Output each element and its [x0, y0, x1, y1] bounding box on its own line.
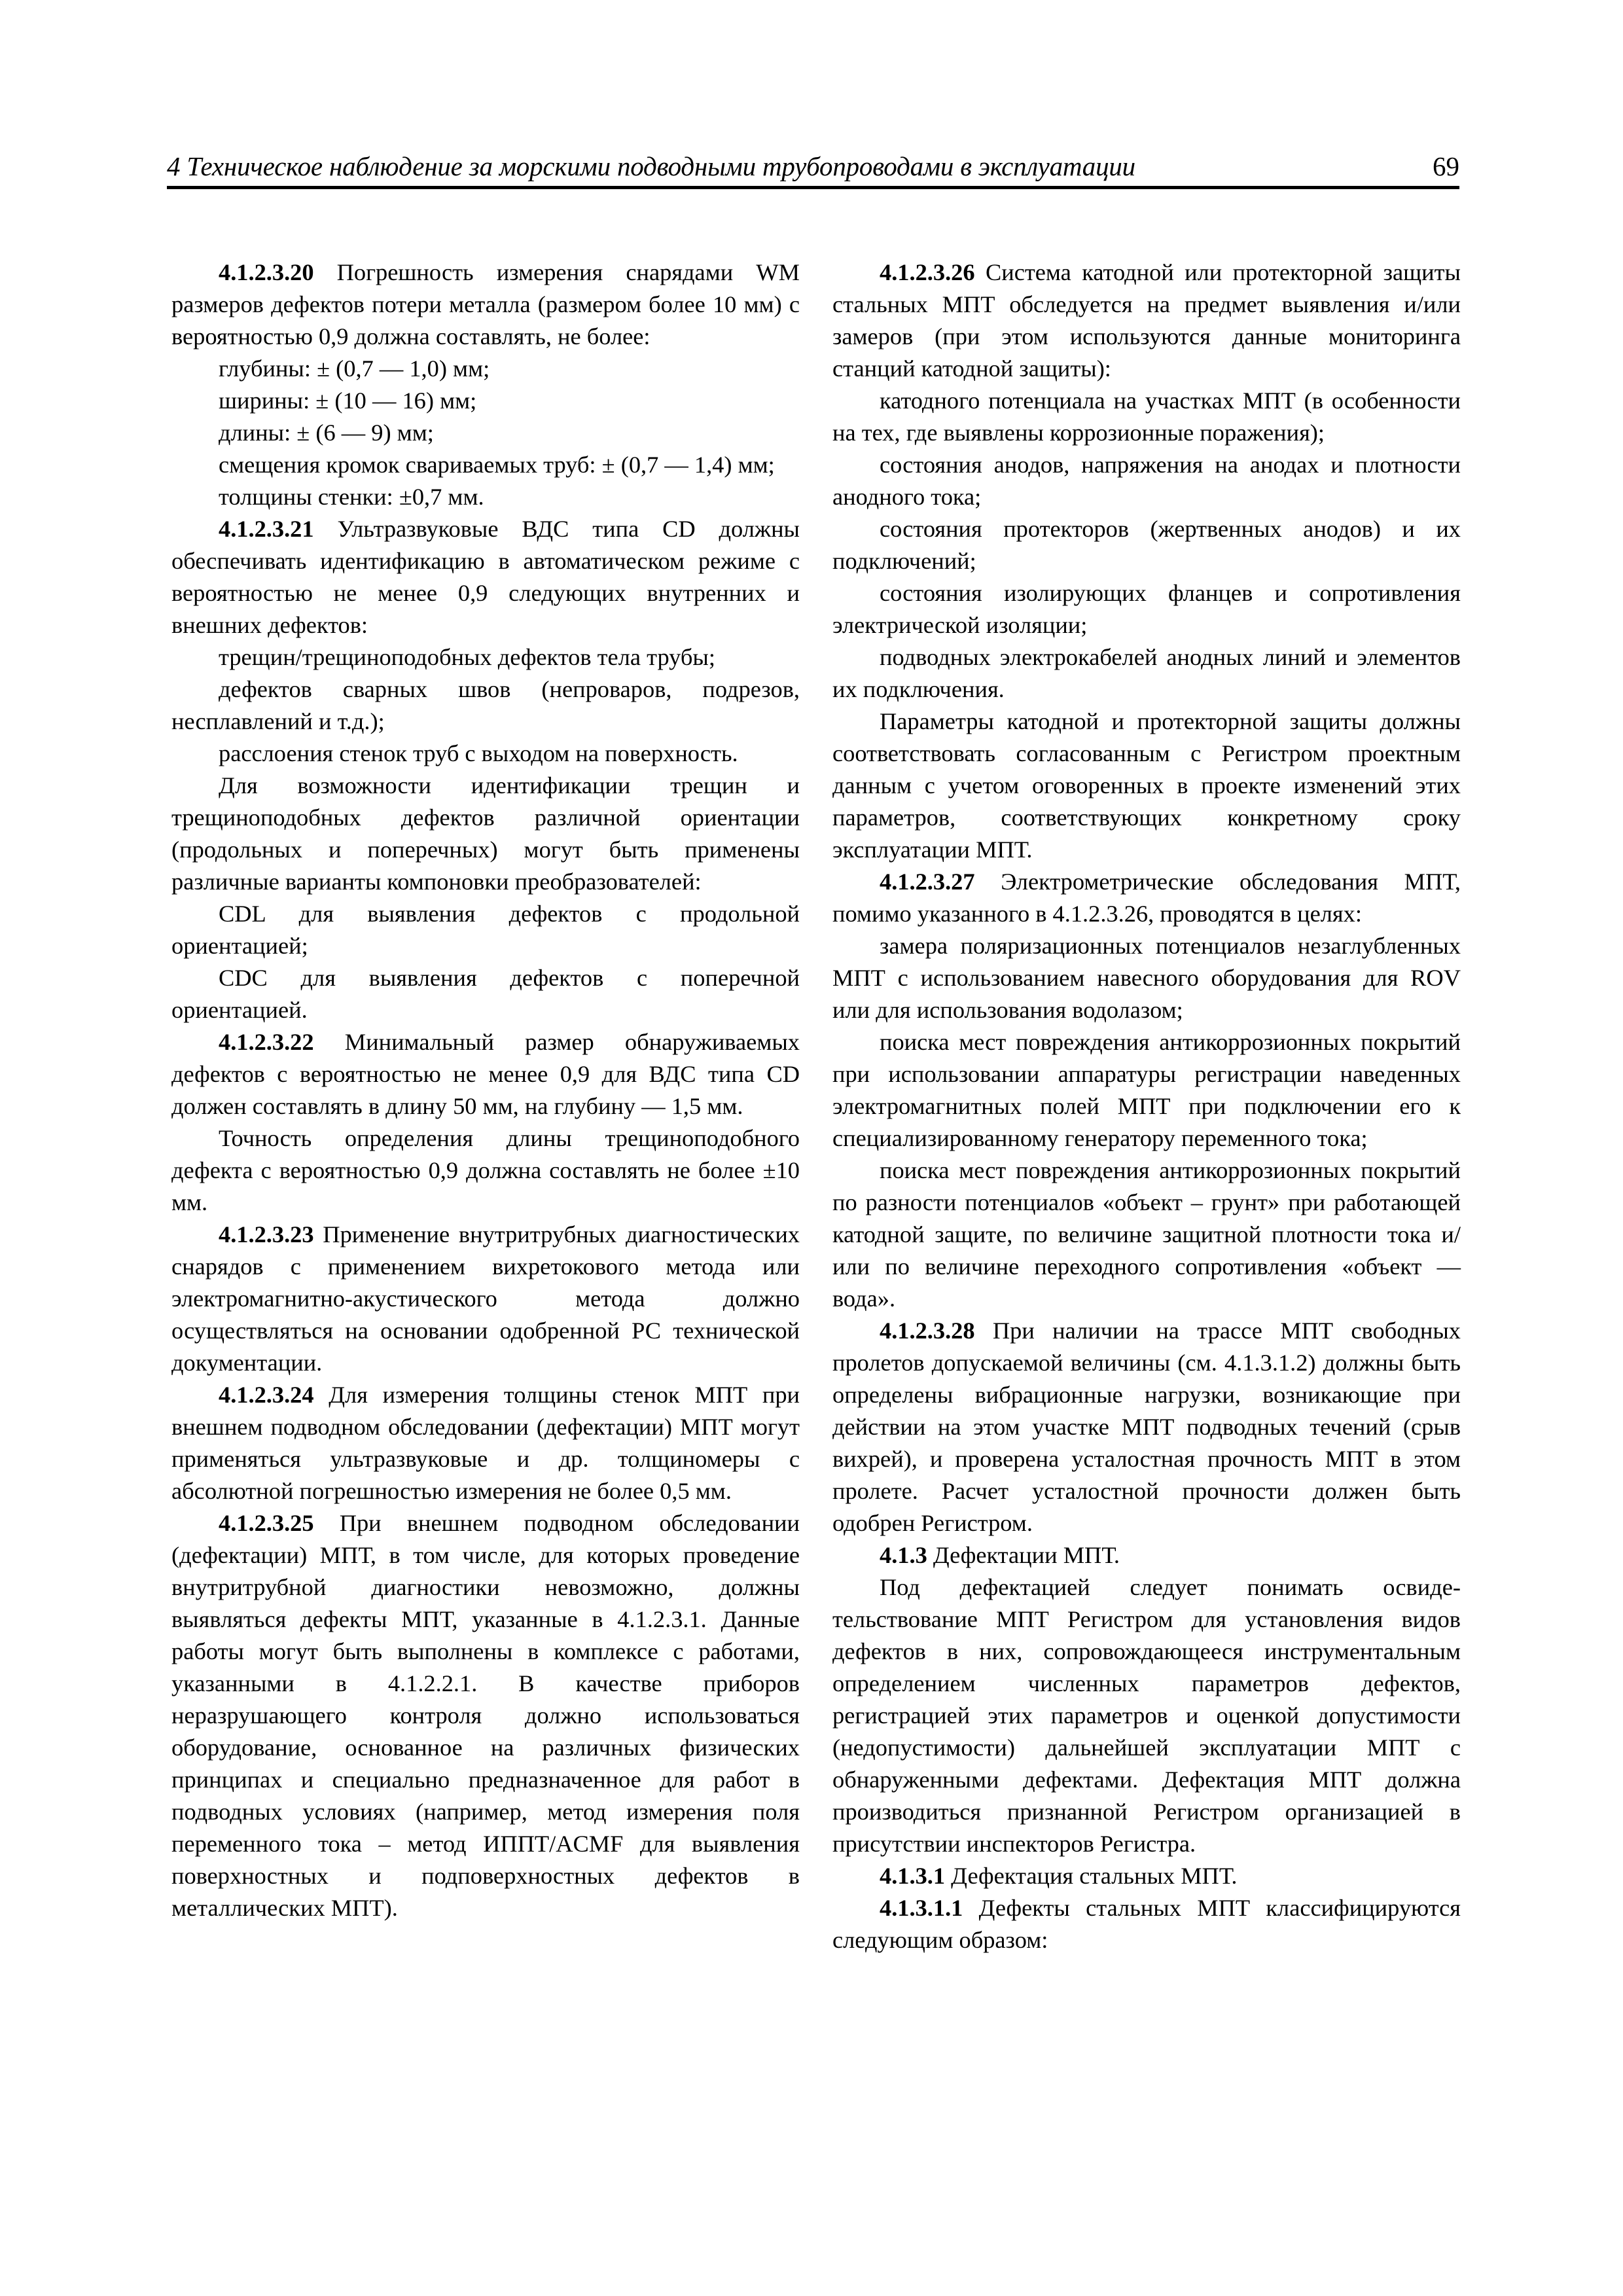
paragraph-text: Применение внутритрубных диагностических снарядов с применением вихретокового метода или электромагнитно-акустического метода должно осуществляться на основании одобренной РС технической документации.: [171, 1221, 800, 1376]
paragraph-text: состояния протекторов (жертвенных анодов) и их подключений;: [832, 516, 1461, 574]
clause-number: 4.1.2.3.23: [219, 1221, 314, 1247]
paragraph: [171, 257, 800, 353]
running-title: 4 Техническое наблюдение за морскими подводными трубопроводами в эксплуатации: [167, 151, 1135, 181]
paragraph: [832, 577, 1461, 641]
page-number: 69: [1433, 151, 1459, 181]
paragraph: [832, 1571, 1461, 1860]
paragraph-text: состояния изолирующих фланцев и сопротивления электрической изоляции;: [832, 580, 1461, 638]
paragraph: [832, 1892, 1461, 1956]
paragraph: [832, 513, 1461, 577]
paragraph-text: Минимальный размер обнаруживаемых дефектов с вероятностью не менее 0,9 для ВДС типа CD должен составлять в длину 50 мм, на глубину — 1,5 мм.: [171, 1029, 800, 1119]
paragraph: [171, 353, 800, 385]
paragraph: [171, 449, 800, 481]
paragraph-text: подводных электрокабелей анодных линий и элементов их подключения.: [832, 644, 1461, 702]
paragraph-text: Дефектация стальных МПТ.: [945, 1863, 1238, 1889]
paragraph-text: Параметры катодной и протекторной защиты должны соответствовать согласованным с Регистром проектным данным с учетом оговоренных в проекте изменений этих параметров, соответствующих конкретному сроку эксплуатации МПТ.: [832, 708, 1461, 863]
paragraph: [832, 866, 1461, 930]
paragraph: [832, 641, 1461, 706]
paragraph-text: Дефекты стальных МПТ классифицируются следующим образом:: [832, 1895, 1461, 1953]
paragraph-text: трещин/трещиноподобных дефектов тела трубы;: [219, 644, 715, 670]
clause-number: 4.1.2.3.27: [880, 869, 975, 895]
paragraph: [832, 1860, 1461, 1892]
paragraph-text: замера поляризационных потенциалов незаглубленных МПТ с использованием навесного оборудования для ROV или для использования водолазом;: [832, 933, 1461, 1023]
clause-number: 4.1.2.3.20: [219, 259, 314, 285]
right-column: [832, 257, 1461, 1956]
clause-number: 4.1.2.3.26: [880, 259, 975, 285]
paragraph-text: глубины: ± (0,7 — 1,0) мм;: [219, 355, 490, 382]
paragraph: [832, 1315, 1461, 1539]
paragraph: [832, 930, 1461, 1026]
paragraph-text: При внешнем подводном обследовании (дефектации) МПТ, в том числе, для которых проведение внутритрубной диагностики невозможно, должны выявляться дефекты МПТ, указанные в 4.1.2.3.1. Данные работы могут быть выполнены в комплексе с работами, указанными в 4.1.2.2.1. В качестве приборов неразрушающего контроля должно использоваться оборудование, основанное на различных физических принципах и специально предназначенное для работ в подводных условиях (например, метод измерения поля переменного тока – метод ИППТ/ACMF для выявления поверхностных и подповерхностных дефектов в металлических МПТ).: [171, 1510, 800, 1921]
paragraph-text: поиска мест повреждения антикоррозионных покрытий по разности потенциалов «объект – грунт» при работающей катодной защите, по величине защитной плотности тока и/или по величине переходного сопротивления «объект — вода».: [832, 1157, 1461, 1312]
paragraph: [832, 1539, 1461, 1571]
paragraph: [171, 770, 800, 898]
paragraph: [832, 1026, 1461, 1155]
paragraph: [171, 385, 800, 417]
paragraph-text: толщины стенки: ±0,7 мм.: [219, 484, 484, 510]
clause-number: 4.1.2.3.24: [219, 1382, 314, 1408]
paragraph: [171, 641, 800, 673]
paragraph-text: Точность определения длины трещиноподобного дефекта с вероятностью 0,9 должна составлять не более ±10 мм.: [171, 1125, 800, 1215]
paragraph-text: При наличии на трассе МПТ свободных пролетов допускаемой величины (см. 4.1.3.1.2) должны быть определены вибрационные нагрузки, возникающие при действии на этом участке МПТ подводных течений (срыв вихрей), и проверена усталостная прочность МПТ в этом пролете. Расчет усталостной прочности должен быть одобрен Регистром.: [832, 1318, 1461, 1536]
paragraph-text: поиска мест повреждения антикоррозионных покрытий при использовании аппаратуры регистрации наведенных электромагнитных полей МПТ при подключении его к специализированному генератору переменного тока;: [832, 1029, 1461, 1151]
paragraph-text: состояния анодов, напряжения на анодах и плотности анодного тока;: [832, 452, 1461, 510]
paragraph-text: CDL для выявления дефектов с продольной ориентацией;: [171, 901, 800, 959]
clause-number: 4.1.3.1.1: [880, 1895, 963, 1921]
clause-number: 4.1.2.3.22: [219, 1029, 314, 1055]
paragraph: [171, 481, 800, 513]
paragraph-text: ширины: ± (10 — 16) мм;: [219, 387, 477, 414]
paragraph-text: Ультразвуковые ВДС типа CD должны обеспечивать идентификацию в автоматическом режиме с вероятностью не менее 0,9 следующих внутренних и внешних дефектов:: [171, 516, 800, 638]
clause-number: 4.1.3.1: [880, 1863, 946, 1889]
paragraph-text: CDC для выявления дефектов с поперечной ориентацией.: [171, 965, 800, 1023]
paragraph: [171, 513, 800, 641]
paragraph: [832, 1155, 1461, 1315]
paragraph-text: Для измерения толщины стенок МПТ при внешнем подводном обследовании (дефектации) МПТ могут применяться ультразвуковые и др. толщиномеры с абсолютной погрешностью измерения не более 0,5 мм.: [171, 1382, 800, 1504]
paragraph: [171, 417, 800, 449]
paragraph: [171, 1026, 800, 1122]
clause-number: 4.1.2.3.21: [219, 516, 314, 542]
paragraph: [171, 962, 800, 1026]
paragraph-text: Электрометрические обследования МПТ, помимо указанного в 4.1.2.3.26, проводятся в целях:: [832, 869, 1461, 927]
paragraph: [171, 1219, 800, 1379]
clause-number: 4.1.2.3.25: [219, 1510, 314, 1536]
paragraph-text: катодного потенциала на участках МПТ (в особенности на тех, где выявлены коррозионные поражения);: [832, 387, 1461, 446]
paragraph-text: расслоения стенок труб с выходом на поверхность.: [219, 740, 738, 766]
paragraph-text: Погрешность измерения снарядами WM размеров дефектов потери металла (размером более 10 мм) с вероятностью 0,9 должна составлять, не более:: [171, 259, 800, 350]
left-column: [171, 257, 800, 1924]
paragraph-text: Система катодной или протекторной защиты стальных МПТ обследуется на предмет выявления и/или замеров (при этом используются данные мониторинга станций катодной защиты):: [832, 259, 1461, 382]
paragraph: [171, 1507, 800, 1924]
paragraph: [171, 673, 800, 738]
paragraph: [832, 449, 1461, 513]
paragraph: [832, 706, 1461, 866]
paragraph: [832, 385, 1461, 449]
paragraph: [171, 1379, 800, 1507]
paragraph-text: дефектов сварных швов (непроваров, подрезов, несплавлений и т.д.);: [171, 676, 800, 734]
clause-number: 4.1.2.3.28: [880, 1318, 975, 1344]
paragraph-text: Дефектации МПТ.: [927, 1542, 1120, 1568]
paragraph-text: длины: ± (6 — 9) мм;: [219, 420, 434, 446]
paragraph: [171, 898, 800, 962]
paragraph: [832, 257, 1461, 385]
clause-number: 4.1.3: [880, 1542, 927, 1568]
paragraph-text: Под дефектацией следует понимать освидетельствование МПТ Регистром для установления видов дефектов в них, сопровождающееся инструментальным определением численных параметров дефектов, регистрацией этих параметров и оценкой допустимости (недопустимости) дальнейшей эксплуатации МПТ с обнаруженными дефектами. Дефектация МПТ должна производиться признанной Регистром организацией в присутствии инспекторов Регистра.: [832, 1574, 1461, 1857]
running-header: [167, 145, 1459, 189]
paragraph-text: Для возможности идентификации трещин и трещиноподобных дефектов различной ориентации (продольных и поперечных) могут быть применены различные варианты компоновки преобразователей:: [171, 772, 800, 895]
paragraph-text: смещения кромок свариваемых труб: ± (0,7 — 1,4) мм;: [219, 452, 775, 478]
paragraph: [171, 738, 800, 770]
paragraph: [171, 1122, 800, 1219]
